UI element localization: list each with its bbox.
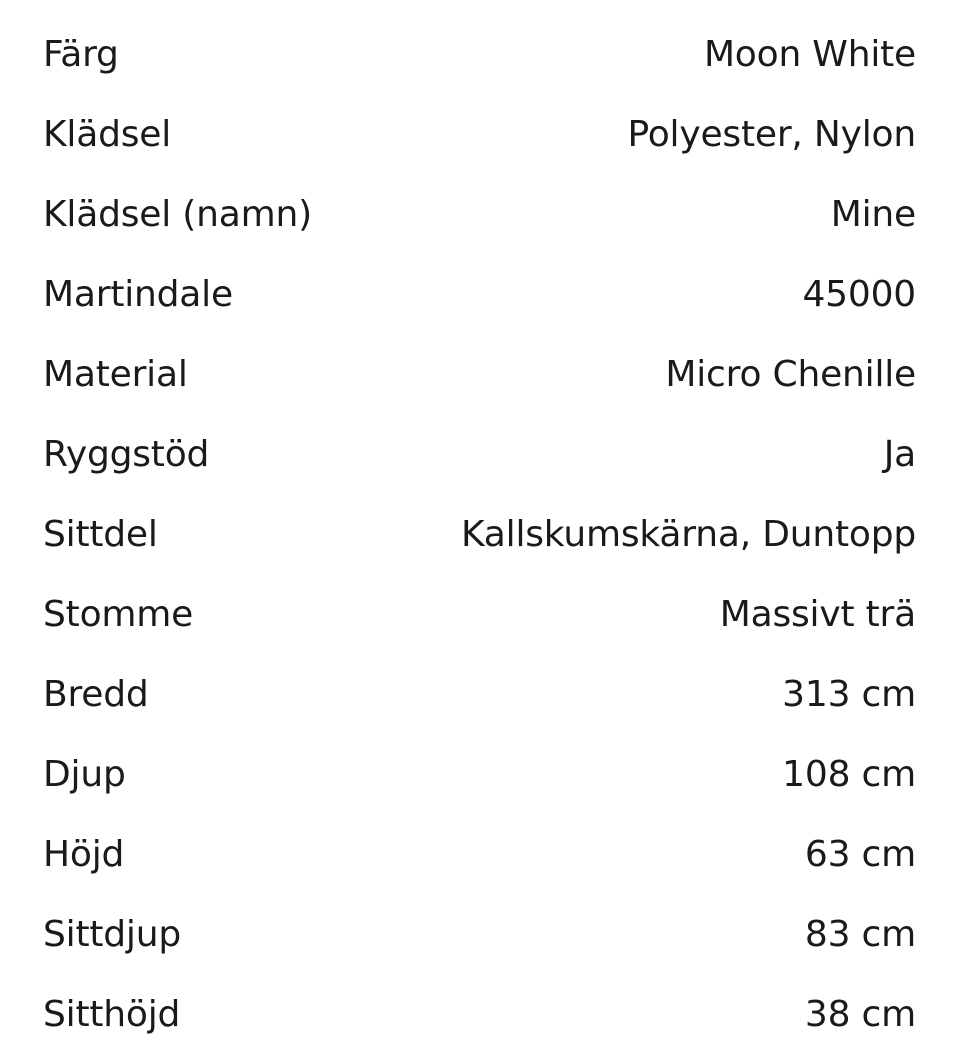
spec-row-stomme [0, 575, 960, 655]
spec-row-djup [0, 735, 960, 815]
spec-value: 38 cm [804, 994, 916, 1035]
spec-label: Klädsel (namn) [43, 194, 312, 235]
spec-value: Micro Chenille [665, 354, 916, 395]
spec-label: Sitthöjd [43, 994, 181, 1035]
spec-value: Polyester, Nylon [627, 114, 916, 155]
spec-label: Höjd [43, 834, 125, 875]
spec-value: 313 cm [782, 674, 916, 715]
spec-label: Sittdjup [43, 914, 182, 955]
spec-label: Sittdel [43, 514, 158, 555]
spec-value: Ja [883, 434, 916, 475]
spec-value: 83 cm [804, 914, 916, 955]
spec-value: Massivt trä [719, 594, 916, 635]
spec-value: Mine [830, 194, 916, 235]
spec-row-farg [0, 15, 960, 95]
spec-row-material [0, 335, 960, 415]
spec-value: 108 cm [782, 754, 916, 795]
spec-value: Kallskumskärna, Duntopp [461, 514, 916, 555]
spec-row-hojd [0, 815, 960, 895]
spec-row-sittdel [0, 495, 960, 575]
spec-label: Material [43, 354, 188, 395]
spec-row-bredd [0, 655, 960, 735]
spec-label: Martindale [43, 274, 233, 315]
spec-label: Bredd [43, 674, 149, 715]
spec-label: Ryggstöd [43, 434, 210, 475]
spec-label: Stomme [43, 594, 194, 635]
spec-row-kladsel-namn [0, 175, 960, 255]
spec-row-ryggstod [0, 415, 960, 495]
spec-label: Klädsel [43, 114, 172, 155]
spec-row-sitthojd [0, 975, 960, 1055]
spec-value: Moon White [703, 34, 916, 75]
spec-row-martindale [0, 255, 960, 335]
spec-row-sittdjup [0, 895, 960, 975]
spec-value: 63 cm [804, 834, 916, 875]
spec-label: Färg [43, 34, 119, 75]
spec-value: 45000 [802, 274, 916, 315]
spec-row-kladsel [0, 95, 960, 175]
spec-label: Djup [43, 754, 126, 795]
